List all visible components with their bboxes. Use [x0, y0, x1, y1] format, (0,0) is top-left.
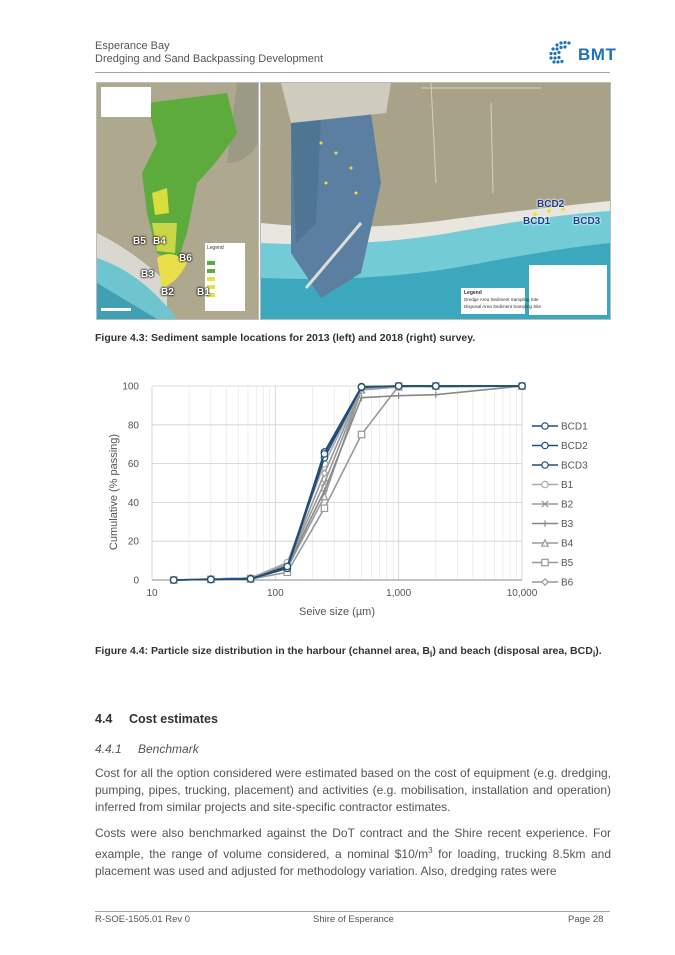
map-label-bcd1: BCD1 [523, 216, 551, 227]
data-point-bcd1 [321, 451, 327, 457]
legend-item-b5 [532, 558, 574, 569]
x-tick-label: 10,000 [506, 588, 538, 599]
map-label-b5: B5 [133, 236, 146, 247]
figure-4-4-caption-end: ). [595, 645, 602, 657]
legend-label-bcd2: BCD2 [561, 441, 588, 452]
map-right-legend-item-dredge: Dredge Area Sediment Sampling Site [464, 297, 539, 302]
legend-label-b4: B4 [561, 538, 574, 550]
legend-item-bcd1 [532, 422, 588, 433]
data-point-bcd1 [395, 383, 401, 389]
legend-item-b3 [532, 519, 574, 530]
y-tick-label: 60 [127, 459, 139, 471]
legend-label-bcd3: BCD3 [561, 460, 588, 472]
legend-marker-bcd3 [542, 462, 548, 468]
data-point-bcd1 [358, 384, 364, 390]
paragraph-2-part-a: Costs were also benchmarked against the DoT contract and the Shire recent experience. For example, the range of volume considered, a nominal $10/m [95, 826, 611, 861]
figure-4-4-caption-main: Figure 4.4: Particle size distribution in the harbour (channel area, B [95, 645, 430, 657]
particle-size-chart [95, 372, 610, 622]
map-2018-survey [260, 82, 611, 320]
subsection-number: 4.4.1 [95, 742, 122, 756]
paragraph-2-part-b: for loading, trucking 8.5km and placement was used and adjusted for methodology variation. Also, dredging rates were [95, 847, 612, 878]
y-tick-label: 20 [127, 536, 139, 548]
data-point-bcd1 [208, 576, 214, 582]
data-point-b3 [433, 392, 439, 398]
legend-label-bcd1: BCD1 [561, 421, 588, 433]
legend-marker-bcd1 [542, 423, 548, 429]
map-label-bcd3: BCD3 [573, 216, 601, 227]
y-tick-label: 80 [127, 420, 139, 432]
footer-page-number: Page 28 [568, 914, 604, 925]
section-title: Cost estimates [129, 712, 218, 726]
legend-marker-b1 [542, 481, 548, 487]
data-point-b5 [358, 431, 364, 437]
chart-axes [122, 382, 537, 600]
map-label-b2: B2 [161, 287, 174, 298]
series-bcd1 [171, 383, 526, 583]
footer-document-id: R-SOE-1505.01 Rev 0 [95, 914, 191, 925]
legend-label-b5: B5 [561, 558, 574, 569]
header-title-line1: Esperance Bay [95, 40, 170, 52]
legend-item-b1 [532, 480, 574, 491]
map-label-b1: B1 [197, 287, 210, 298]
chart-x-axis-label: Seive size (µm) [298, 606, 376, 618]
data-point-bcd1 [171, 577, 177, 583]
legend-item-bcd3 [532, 461, 588, 472]
map-right-legend-item-disposal: Disposal Area Sediment Sampling Site [464, 304, 542, 309]
legend-marker-b6 [542, 579, 548, 585]
chart-y-axis-label: Cumulative (% passing) [108, 433, 120, 551]
map-label-b6: B6 [179, 253, 192, 264]
map-2013-survey [96, 82, 259, 320]
map-left-legend-heading: Legend [207, 245, 224, 251]
data-point-bcd1 [433, 383, 439, 389]
legend-marker-b4 [542, 540, 548, 546]
subsection-title: Benchmark [138, 742, 199, 756]
data-point-b5 [321, 505, 327, 511]
map-label-b3: B3 [141, 269, 154, 280]
legend-item-b6 [532, 578, 574, 589]
y-tick-label: 40 [127, 497, 139, 509]
subsection-heading [95, 742, 199, 756]
legend-label-b3: B3 [561, 519, 574, 530]
footer-divider [95, 911, 610, 912]
legend-item-b2 [532, 500, 574, 511]
header-title-line2: Dredging and Sand Backpassing Development [95, 53, 324, 65]
data-point-b3 [395, 393, 401, 399]
figure-4-4-caption-sub2: i [592, 649, 596, 660]
chart-legend [532, 422, 588, 589]
map-2013-image [97, 83, 258, 319]
legend-label-b6: B6 [561, 577, 574, 589]
section-heading [95, 712, 218, 726]
figure-4-3-caption: Figure 4.3: Sediment sample locations for 2013 (left) and 2018 (right) survey. [95, 332, 476, 344]
figure-4-4-caption-mid: ) and beach (disposal area, BCD [432, 645, 593, 657]
section-number: 4.4 [95, 712, 113, 726]
bmt-logo-text: BMT [578, 45, 617, 64]
legend-marker-b5 [542, 559, 548, 565]
header-divider [95, 72, 610, 73]
legend-marker-bcd2 [542, 442, 548, 448]
y-tick-label: 100 [122, 381, 139, 393]
x-tick-label: 10 [146, 588, 158, 599]
paragraph-1: Cost for all the option considered were estimated based on the cost of equipment (e.g. dredging, pumping, pipes, trucking, placement) and activities (e.g. mobilisation, installation and operation) inferred from similar projects and site-specific contractor estimates. [95, 766, 611, 814]
data-point-bcd1 [284, 563, 290, 569]
data-point-bcd1 [247, 576, 253, 582]
data-point-bcd1 [519, 383, 525, 389]
y-tick-label: 0 [133, 575, 139, 587]
legend-label-b1: B1 [561, 480, 574, 491]
paragraph-2 [95, 825, 611, 880]
figure-4-4-caption-sub1: i [429, 649, 433, 660]
map-label-bcd2: BCD2 [537, 199, 565, 210]
map-label-b4: B4 [153, 236, 166, 247]
legend-item-bcd2 [532, 441, 588, 452]
map-right-legend-heading: Legend [464, 290, 482, 296]
chart-series [171, 383, 526, 583]
legend-label-b2: B2 [561, 499, 574, 511]
x-tick-label: 1,000 [386, 588, 412, 599]
legend-item-b4 [532, 539, 574, 550]
paragraph-2-superscript: 3 [428, 846, 433, 855]
legend-marker-b3 [542, 520, 548, 526]
figure-4-4-caption [95, 643, 613, 662]
footer-client: Shire of Esperance [313, 914, 394, 925]
x-tick-label: 100 [266, 588, 284, 599]
